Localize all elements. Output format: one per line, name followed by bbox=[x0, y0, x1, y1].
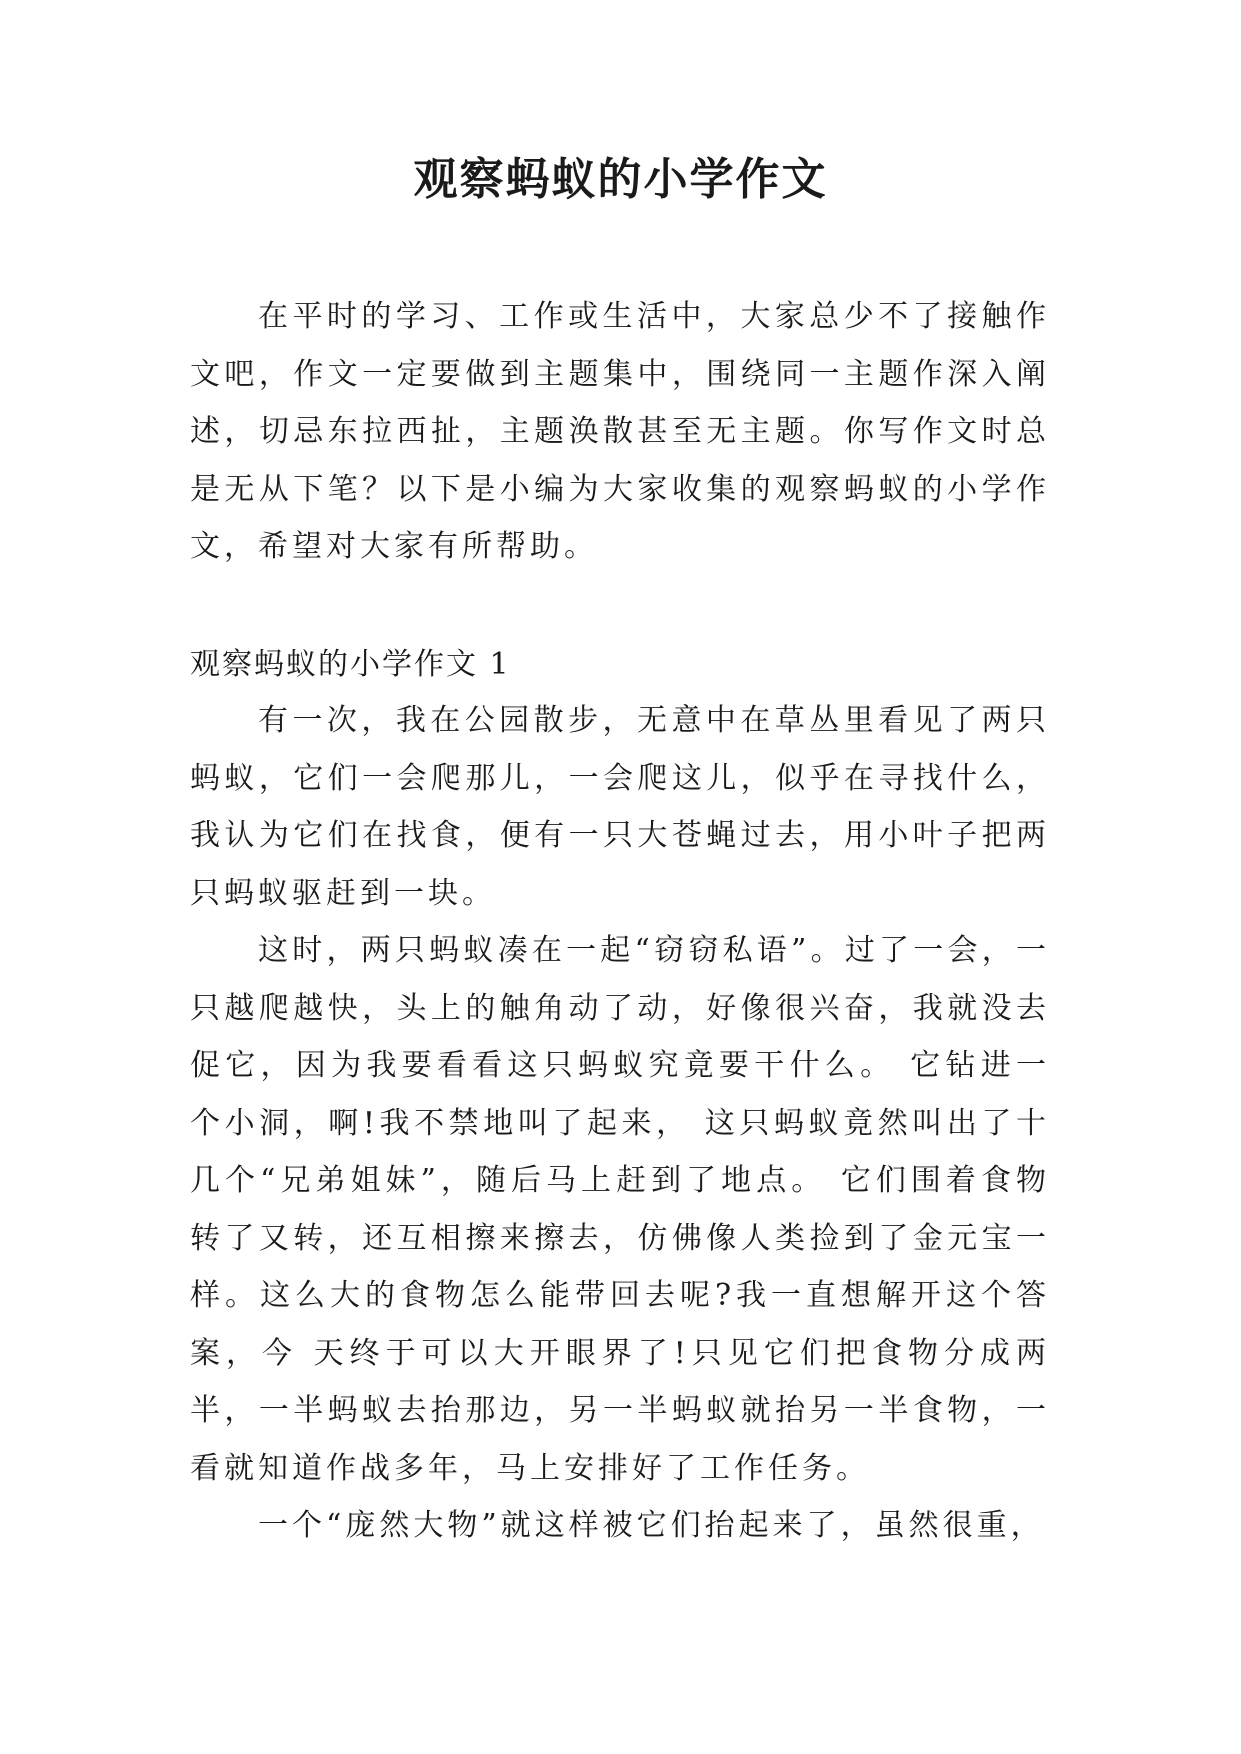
intro-paragraph: 在平时的学习、工作或生活中，大家总少不了接触作文吧，作文一定要做到主题集中，围绕同一主题作深入阐述，切忌东拉西扯，主题涣散甚至无主题。你写作文时总是无从下笔？以下是小编为大家收集的观察蚂蚁的小学作文，希望对大家有所帮助。 bbox=[190, 299, 1050, 564]
body-paragraph-3: 一个“庞然大物”就这样被它们抬起来了，虽然很重， bbox=[258, 1508, 1045, 1543]
document-title: 观察蚂蚁的小学作文 bbox=[413, 154, 828, 205]
section-heading: 观察蚂蚁的小学作文 1 bbox=[190, 647, 511, 682]
body-paragraph-1: 有一次，我在公园散步，无意中在草丛里看见了两只蚂蚁，它们一会爬那儿，一会爬这儿，似乎在寻找什么，我认为它们在找食，便有一只大苍蝇过去，用小叶子把两只蚂蚁驱赶到一块。 bbox=[190, 703, 1050, 911]
body-paragraph-2: 这时，两只蚂蚁凑在一起“窃窃私语”。过了一会，一只越爬越快，头上的触角动了动，好像很兴奋，我就没去促它，因为我要看看这只蚂蚁究竟要干什么。 它钻进一个小洞，啊!我不禁地叫了起来， 这只蚂蚁竟然叫出了十几个“兄弟姐妹”，随后马上赶到了地点。 它们围着食物转了又转，还互相擦来擦去，仿佛像人类捡到了金元宝一样。这么大的食物怎么能带回去呢?我一直想解开这个答案，今 天终于可以大开眼界了!只见它们把食物分成两半，一半蚂蚁去抬那边，另一半蚂蚁就抬另一半食物，一看就知道作战多年，马上安排好了工作任务。 bbox=[190, 933, 1050, 1486]
